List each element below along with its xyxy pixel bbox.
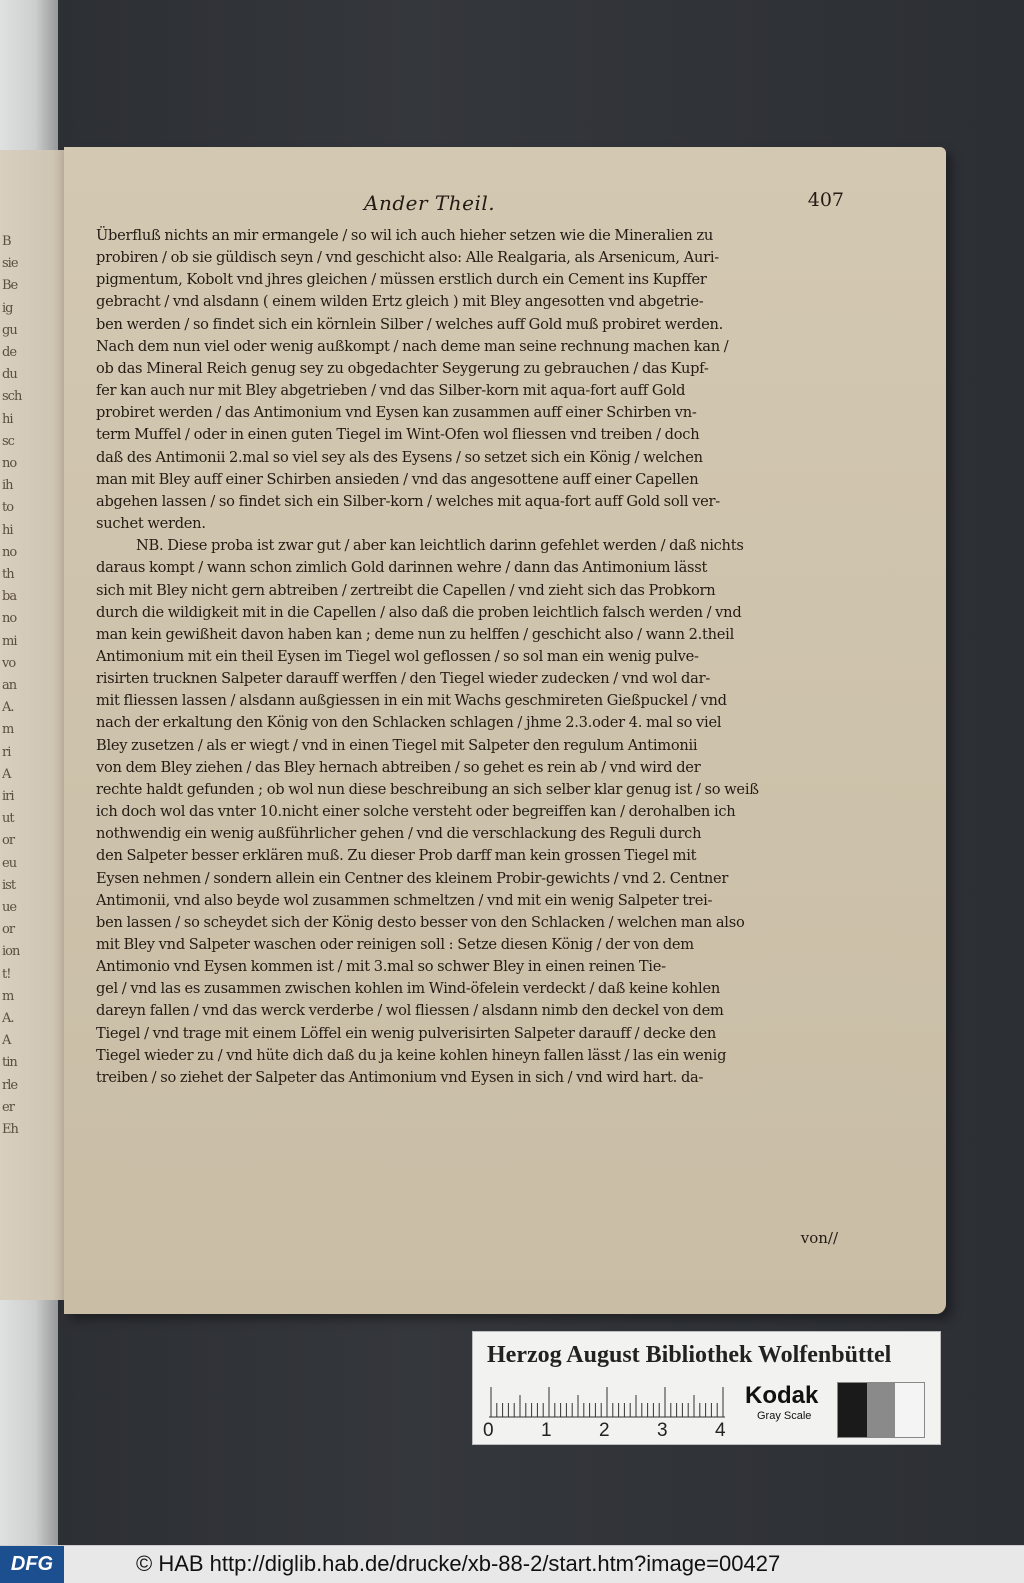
prev-page-fragment: ist (2, 877, 16, 893)
text-line: Antimonio vnd Eysen kommen ist / mit 3.mal so schwer Bley in einen reinen Tie- (96, 958, 666, 976)
gray-patch (838, 1383, 867, 1437)
prev-page-fragment: ri (2, 744, 11, 760)
prev-page-fragment: eu (2, 855, 17, 871)
text-line: mit fliessen lassen / alsdann außgiessen in ein mit Wachs geschmireten Gießpuckel / vnd (96, 692, 727, 710)
book-page (64, 147, 946, 1314)
prev-page-fragment: vo (2, 655, 16, 671)
text-line: fer kan auch nur mit Bley abgetrieben / vnd das Silber-korn mit aqua-fort auff Gold (96, 382, 686, 400)
prev-page-fragment: hi (2, 522, 13, 538)
text-line: pigmentum, Kobolt vnd jhres gleichen / müssen erstlich durch ein Cement ins Kupffer (96, 271, 707, 289)
ruler-number: 4 (715, 1420, 726, 1441)
footer-url[interactable]: © HAB http://diglib.hab.de/drucke/xb-88-2/start.htm?image=00427 (136, 1551, 781, 1576)
prev-page-fragment: er (2, 1099, 14, 1115)
previous-page-edge (0, 150, 66, 1300)
ruler-number: 3 (657, 1420, 668, 1441)
text-line: man kein gewißheit davon haben kan ; deme nun zu helffen / geschicht also / wann 2.theil (96, 625, 735, 643)
text-line: nothwendig ein wenig außführlicher gehen / vnd die verschlackung des Reguli durch (96, 825, 702, 843)
text-line: ob das Mineral Reich genug sey zu obgedachter Seygerung zu gebrauchen / das Kupf- (96, 359, 709, 377)
prev-page-fragment: B (2, 234, 11, 249)
prev-page-fragment: Eh (2, 1122, 18, 1137)
text-line: daraus kompt / wann schon zimlich Gold darinnen wehre / dann das Antimonium lässt (96, 559, 708, 577)
prev-page-fragment: ut (2, 811, 14, 827)
text-line: gebracht / vnd alsdann ( einem wilden Ertz gleich ) mit Bley angesotten vnd abgetrie- (96, 293, 704, 311)
prev-page-fragment: gu (2, 322, 17, 338)
dfg-logo: DFG (0, 1546, 64, 1583)
prev-page-fragment: th (2, 567, 14, 582)
prev-page-fragment: sch (2, 389, 22, 405)
footer-bar (0, 1545, 1024, 1583)
prev-page-fragment: A (2, 766, 11, 782)
text-line: mit Bley vnd Salpeter waschen oder reinigen soll : Setze diesen König / der von dem (96, 936, 694, 953)
prev-page-fragment: tin (2, 1055, 17, 1071)
prev-page-fragment: A. (2, 700, 14, 716)
prev-page-fragment: sc (2, 433, 14, 449)
prev-page-fragment: ue (2, 900, 17, 915)
kodak-logo: Kodak (745, 1382, 819, 1409)
prev-page-fragment: an (2, 678, 17, 693)
text-line: Antimonii, vnd also beyde wol zusammen schmeltzen / vnd mit ein wenig Salpeter trei- (96, 891, 713, 909)
prev-page-fragment: mi (2, 633, 17, 649)
prev-page-fragment: m (2, 722, 14, 738)
prev-page-fragment: or (2, 833, 15, 849)
text-line: ich doch wol das vnter 10.nicht einer solche versteht oder begreiffen kan / derohalben ich (96, 803, 736, 821)
prev-page-fragment: ih (2, 478, 13, 494)
prev-page-fragment: no (2, 456, 17, 471)
text-line: Tiegel / vnd trage mit einem Löffel ein wenig pulverisirten Salpeter darauff / decke den (96, 1024, 717, 1042)
text-line: daß des Antimonii 2.mal so viel sey als des Eysens / so setzet sich ein König / welchen (96, 448, 703, 466)
text-line: suchet werden. (96, 515, 206, 533)
body-text (96, 225, 824, 1089)
prev-page-fragment: hi (2, 411, 13, 427)
prev-page-fragment: t! (2, 966, 11, 982)
text-line: Bley zusetzen / als er wiegt / vnd in einen Tiegel mit Salpeter den regulum Antimonii (96, 736, 698, 754)
prev-page-fragment: du (2, 367, 17, 383)
gray-patch (895, 1383, 924, 1437)
page-content (96, 189, 844, 1247)
page-number: 407 (807, 189, 844, 211)
catchword: von// (800, 1229, 838, 1247)
gray-scale-patches (837, 1382, 925, 1438)
ruler-number: 0 (483, 1420, 494, 1441)
prev-page-fragment: A. (2, 1011, 14, 1026)
prev-page-fragment: m (2, 988, 14, 1004)
text-line: Überfluß nichts an mir ermangele / so wil ich auch hieher setzen wie die Mineralien zu (96, 227, 714, 244)
prev-page-fragment: Be (2, 278, 18, 294)
ruler-scale (489, 1384, 725, 1418)
text-line: Nach dem nun viel oder wenig außkompt / nach deme man seine rechnung machen kan / (96, 337, 729, 355)
prev-page-fragment: to (2, 500, 14, 516)
text-line: risirten trucknen Salpeter darauff werffen / den Tiegel wieder zudecken / vnd wol dar- (96, 670, 711, 688)
gray-scale-label: Gray Scale (757, 1410, 812, 1422)
text-line: Eysen nehmen / sondern allein ein Centner des kleinem Probir-gewichts / vnd 2. Centner (96, 869, 729, 887)
text-line: dareyn fallen / vnd das werck verderbe / wol fliessen / alsdann nimb den deckel von dem (96, 1002, 724, 1020)
text-line: gel / vnd las es zusammen zwischen kohlen im Wind-öfelein verdeckt / daß keine kohlen (96, 980, 721, 998)
text-line: sich mit Bley nicht gern abtreiben / zertreibt die Capellen / vnd zieht sich das Probkorn (96, 581, 716, 599)
prev-page-fragment: rle (2, 1077, 18, 1093)
prev-page-fragment: de (2, 345, 17, 360)
prev-page-fragment: no (2, 544, 17, 560)
ruler-numbers (483, 1420, 743, 1440)
text-line: man mit Bley auff einer Schirben ansieden / vnd das angesottene auff einer Capellen (96, 470, 699, 488)
prev-page-fragment: A (2, 1033, 11, 1049)
library-name: Herzog August Bibliothek Wolfenbüttel (487, 1342, 892, 1368)
prev-page-fragment: ion (2, 944, 20, 960)
prev-page-fragment: iri (2, 789, 14, 804)
text-line: durch die wildigkeit mit in die Capellen / also daß die proben leichtlich falsch werden / vnd (96, 603, 742, 621)
text-line: nach der erkaltung den König von den Schlacken schlagen / jhme 2.3.oder 4. mal so viel (96, 714, 722, 732)
header-title: Ander Theil. (364, 191, 496, 215)
text-line: probiret werden / das Antimonium vnd Eysen kan zusammen auff einer Schirben vn- (96, 404, 697, 422)
text-line: Antimonium mit ein theil Eysen im Tiegel wol geflossen / so sol man ein wenig pulve- (96, 647, 699, 665)
ruler-number: 2 (599, 1420, 610, 1441)
text-line: den Salpeter besser erklären muß. Zu dieser Prob darff man kein grossen Tiegel mit (96, 847, 697, 865)
prev-page-fragment: ig (2, 300, 13, 316)
prev-page-fragment: or (2, 922, 15, 938)
text-line: Tiegel wieder zu / vnd hüte dich daß du ja keine kohlen hineyn fallen lässt / las ein wenig (96, 1046, 727, 1064)
text-line: rechte haldt gefunden ; ob wol nun diese beschreibung an sich selber klar genug ist / so weiß (96, 780, 759, 798)
text-line: term Muffel / oder in einen guten Tiegel im Wint-Ofen wol fliessen vnd treiben / doch (96, 426, 700, 444)
running-header (96, 189, 844, 217)
prev-page-fragment: ba (2, 589, 17, 605)
prev-page-fragment: sie (2, 256, 18, 272)
text-line: NB. Diese proba ist zwar gut / aber kan leichtlich darinn gefehlet werden / daß nichts (136, 537, 744, 555)
text-line: treiben / so ziehet der Salpeter das Antimonium vnd Eysen in sich / vnd wird hart. da- (96, 1068, 704, 1086)
color-calibration-card (472, 1331, 941, 1445)
gray-patch (867, 1383, 896, 1437)
text-line: ben lassen / so scheydet sich der König desto besser von den Schlacken / welchen man also (96, 913, 745, 931)
prev-page-fragment: no (2, 611, 17, 627)
text-line: ben werden / so findet sich ein körnlein Silber / welches auff Gold muß probiret werden. (96, 315, 724, 333)
ruler-number: 1 (541, 1420, 552, 1441)
text-line: von dem Bley ziehen / das Bley hernach abtreiben / so gehet es rein ab / vnd wird der (96, 758, 701, 776)
text-line: abgehen lassen / so findet sich ein Silber-korn / welches mit aqua-fort auff Gold soll ver- (96, 492, 720, 510)
text-line: probiren / ob sie güldisch seyn / vnd geschicht also: Alle Realgaria, als Arsenicum, Auri- (96, 249, 719, 267)
